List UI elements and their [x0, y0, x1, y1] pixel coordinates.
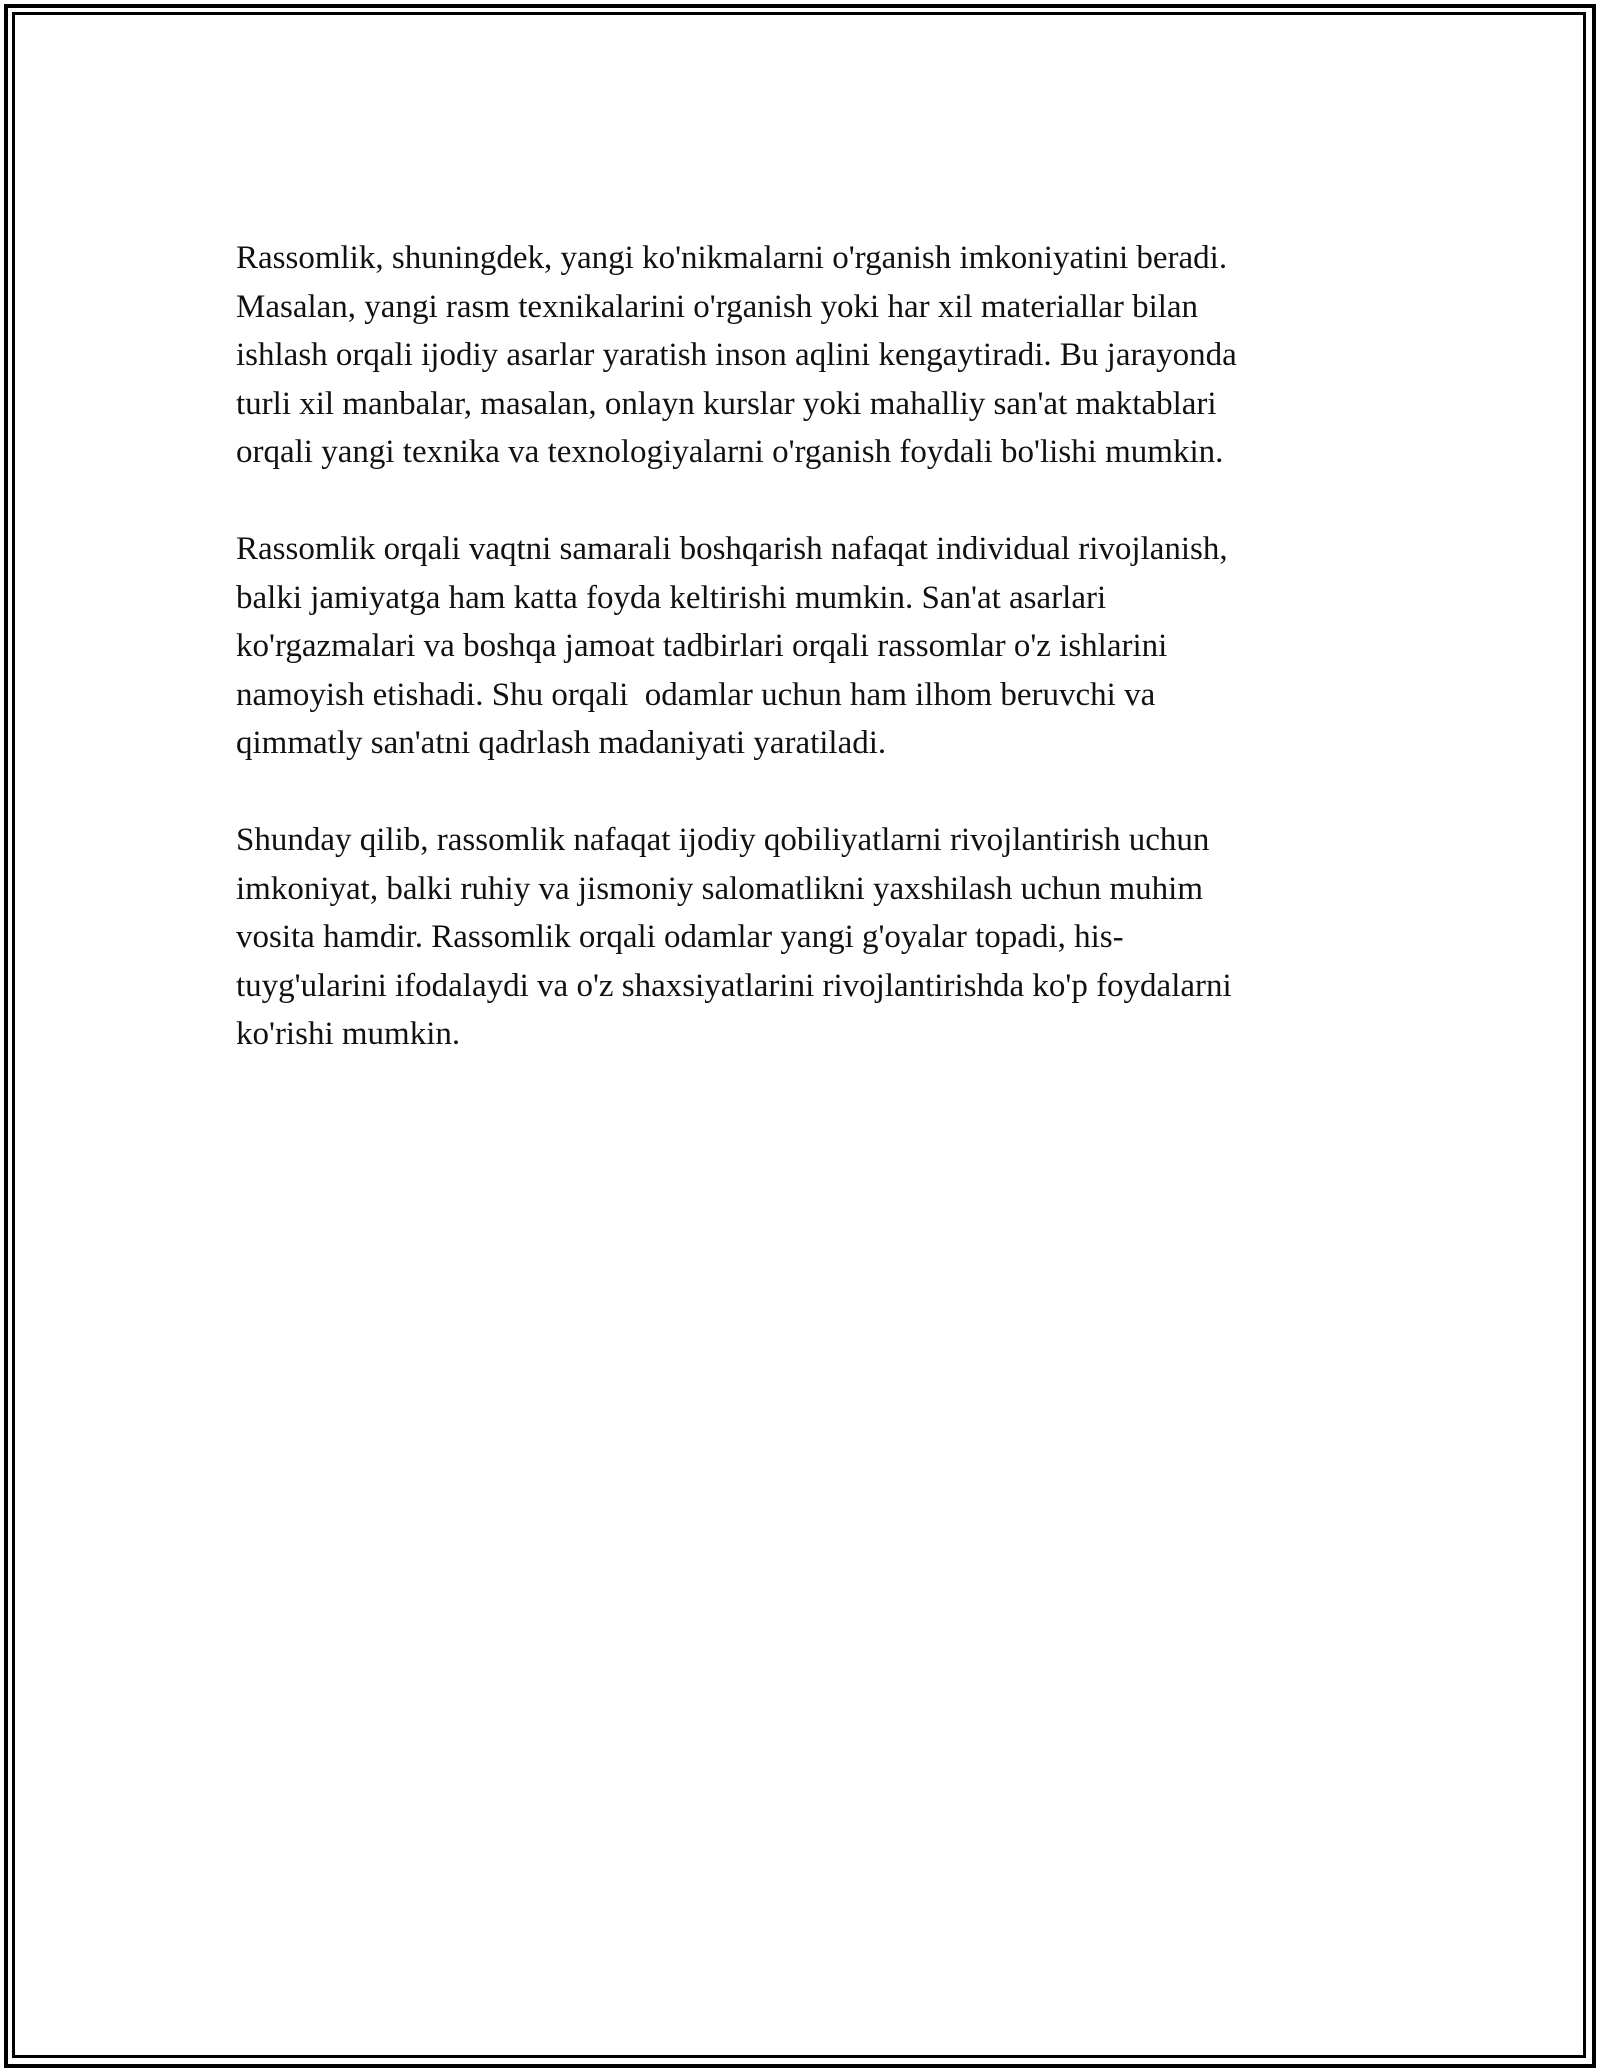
text-line: Shunday qilib, rassomlik nafaqat ijodiy qobiliyatlarni rivojlantirish uchun: [236, 822, 1210, 858]
text-line: imkoniyat, balki ruhiy va jismoniy salomatlikni yaxshilash uchun muhim: [236, 870, 1203, 907]
document-body: [236, 234, 1396, 1107]
text-line: Masalan, yangi rasm texnikalarini o'rganish yoki har xil materiallar bilan: [236, 288, 1199, 325]
text-line: Rassomlik orqali vaqtni samarali boshqarish nafaqat individual rivojlanish,: [236, 531, 1228, 567]
paragraph-1: [236, 234, 1396, 477]
text-line: orqali yangi texnika va texnologiyalarni o'rganish foydali bo'lishi mumkin.: [236, 434, 1224, 470]
text-line: Rassomlik, shuningdek, yangi ko'nikmalarni o'rganish imkoniyatini beradi.: [236, 240, 1228, 276]
text-line: balki jamiyatga ham katta foyda keltirishi mumkin. San'at asarlari: [236, 579, 1107, 616]
text-line: tuyg'ularini ifodalaydi va o'z shaxsiyatlarini rivojlantirishda ko'p foydalarni: [236, 967, 1232, 1004]
text-line: qimmatly san'atni qadrlash madaniyati yaratiladi.: [236, 725, 887, 761]
text-line: ko'rishi mumkin.: [236, 1016, 461, 1052]
paragraph-3: [236, 816, 1396, 1059]
paragraph-2: [236, 525, 1396, 768]
text-line: ko'rgazmalari va boshqa jamoat tadbirlari orqali rassomlar o'z ishlarini: [236, 628, 1168, 664]
text-line: namoyish etishadi. Shu orqali odamlar uchun ham ilhom beruvchi va: [236, 676, 1156, 713]
text-line: ishlash orqali ijodiy asarlar yaratish inson aqlini kengaytiradi. Bu jarayonda: [236, 337, 1237, 373]
text-line: vosita hamdir. Rassomlik orqali odamlar yangi g'oyalar topadi, his-: [236, 919, 1124, 955]
text-line: turli xil manbalar, masalan, onlayn kurslar yoki mahalliy san'at maktablari: [236, 385, 1217, 422]
